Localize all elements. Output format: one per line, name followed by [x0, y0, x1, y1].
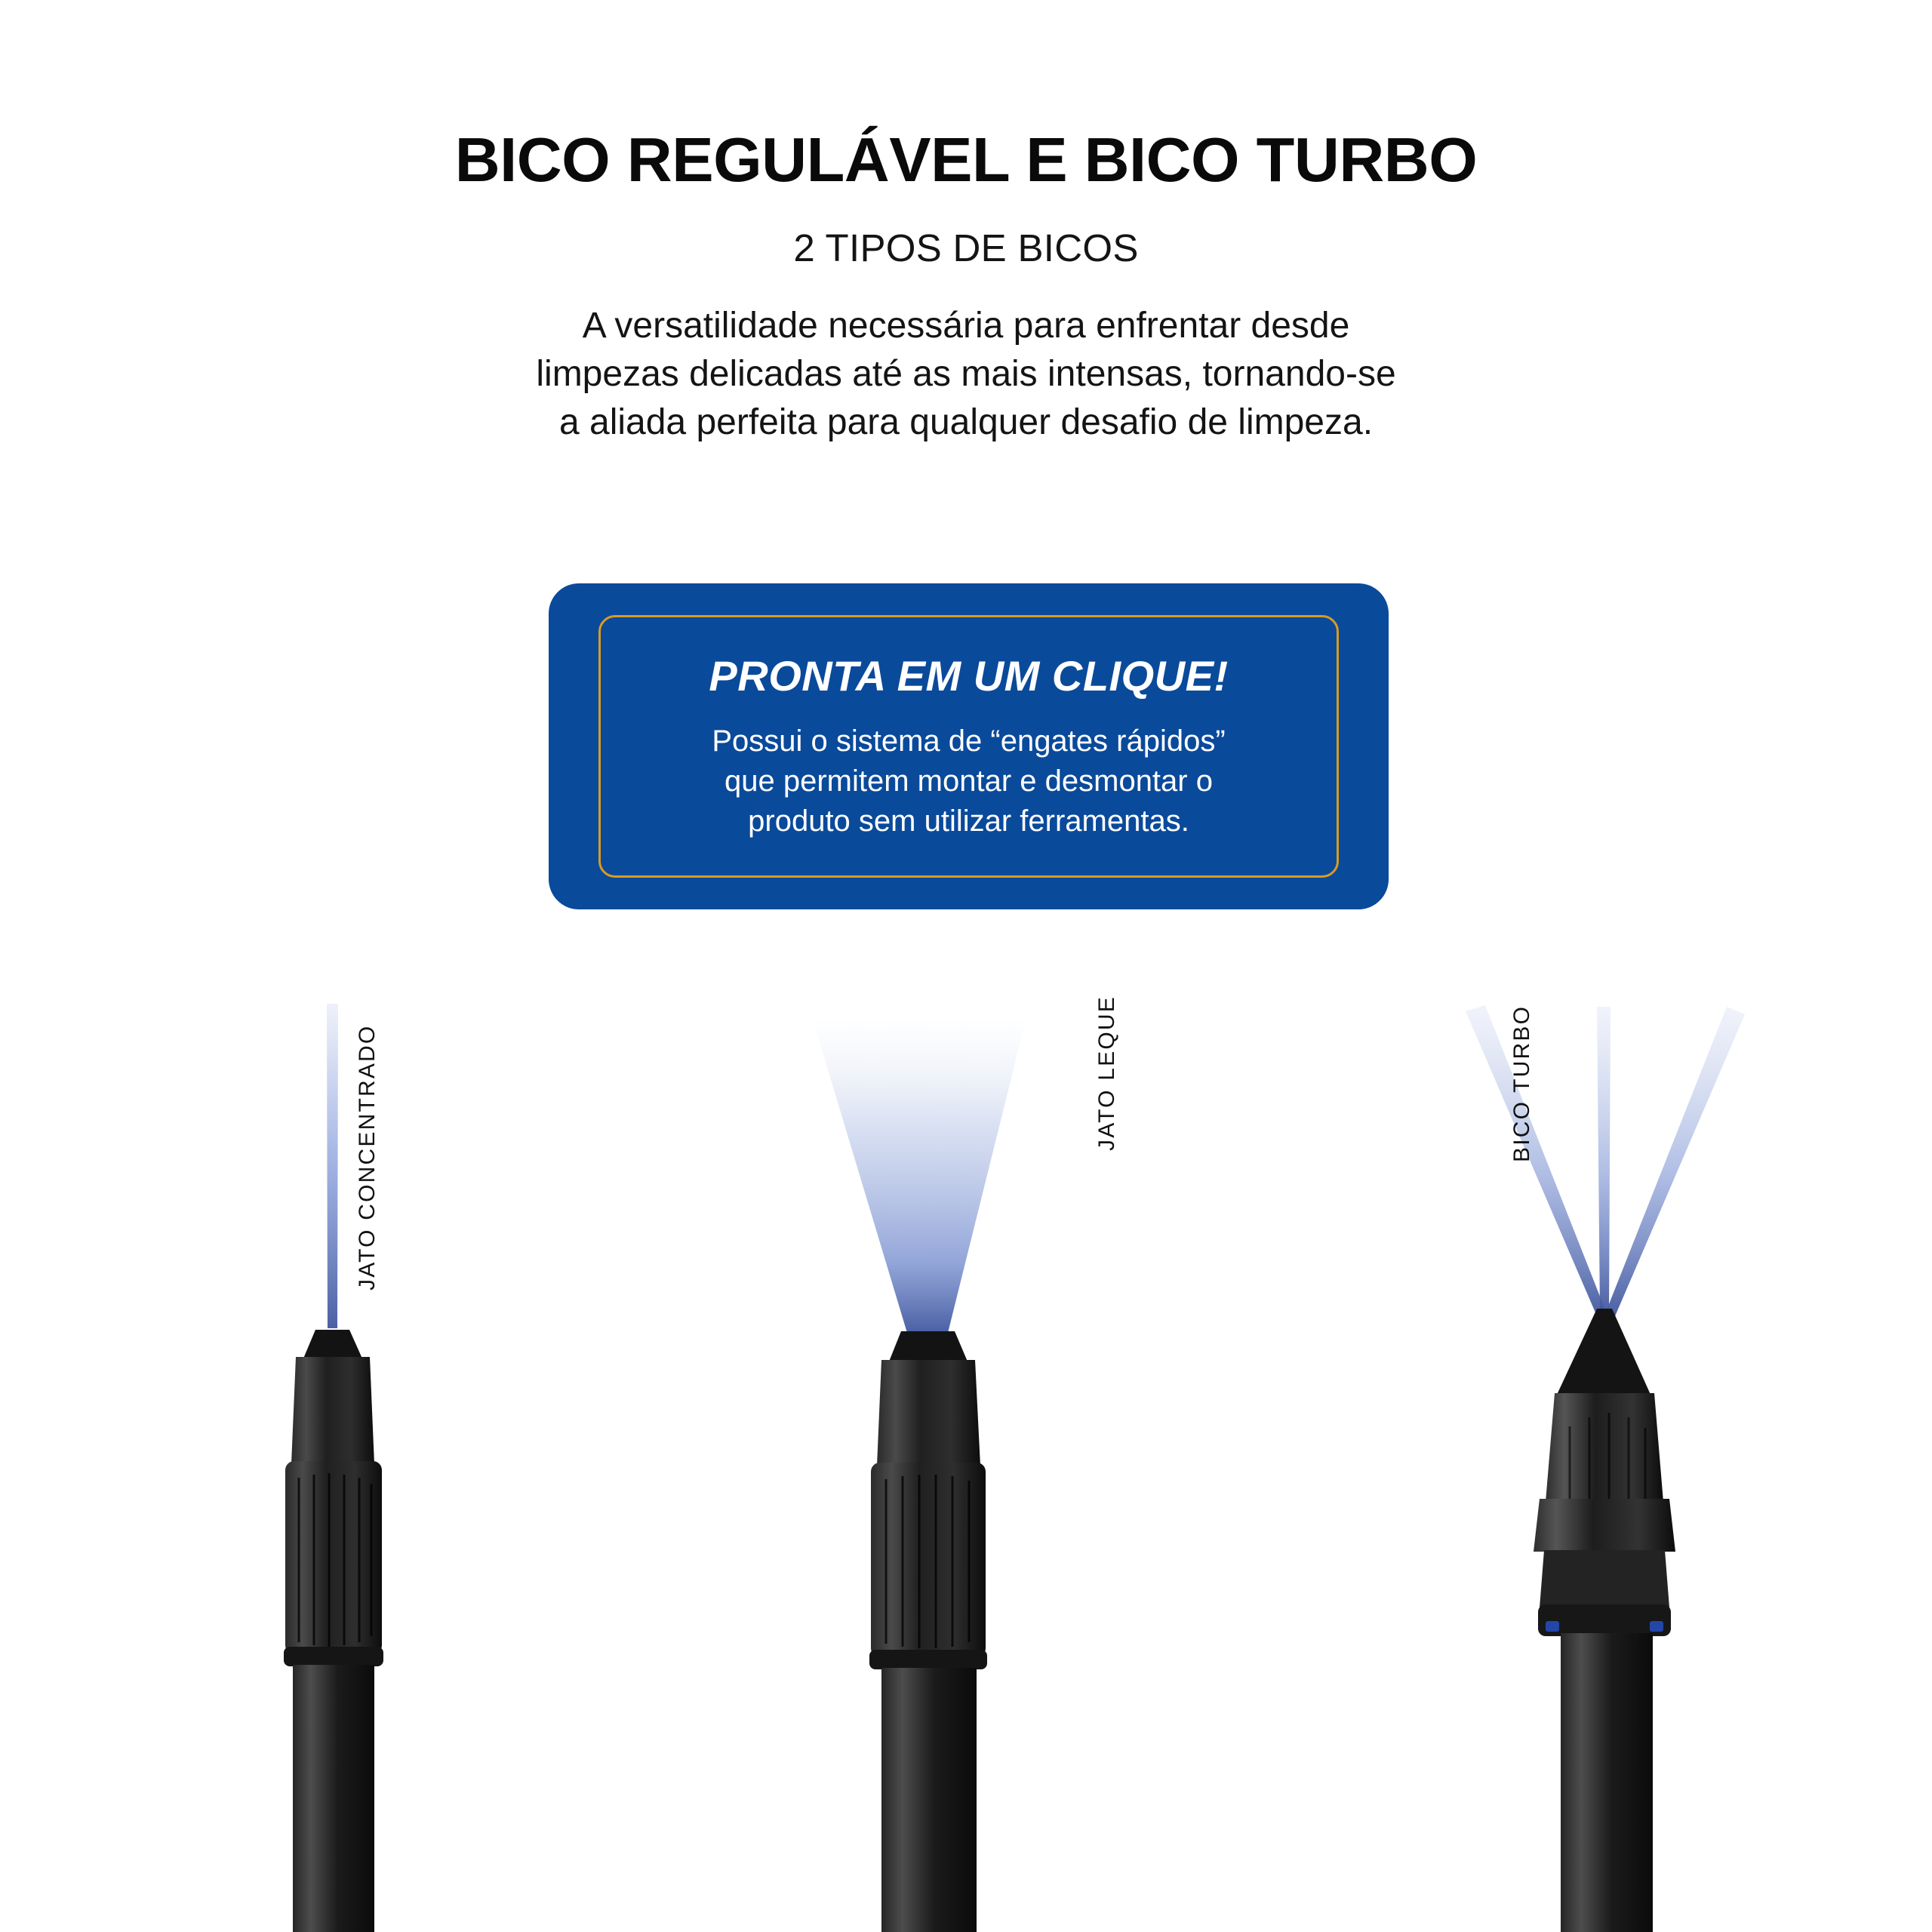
- header-block: [0, 127, 1932, 447]
- callout-card: [549, 583, 1389, 909]
- nozzle-label-2: JATO LEQUE: [1094, 995, 1119, 1151]
- nozzle-label-3: BICO TURBO: [1509, 1004, 1534, 1162]
- page-subtitle: 2 TIPOS DE BICOS: [793, 226, 1139, 270]
- callout-inner-frame: [598, 615, 1339, 878]
- nozzle-illustration-1: [249, 1004, 543, 1932]
- nozzle-illustration-3: [1449, 1004, 1766, 1932]
- nozzle-illustration-2: [800, 1004, 1192, 1932]
- callout-body-line-3: produto sem utilizar ferramentas.: [748, 804, 1189, 838]
- page-title: BICO REGULÁVEL E BICO TURBO: [454, 125, 1478, 195]
- lead-line-2: limpezas delicadas até as mais intensas, tornando-se: [536, 353, 1396, 394]
- lead-line-3: a aliada perfeita para qualquer desafio de limpeza.: [558, 401, 1374, 442]
- lead-line-1: A versatilidade necessária para enfrentar desde: [582, 306, 1350, 346]
- nozzle-jato-leque: [800, 995, 1192, 1932]
- callout-title: PRONTA EM UM CLIQUE!: [709, 652, 1229, 700]
- lead-paragraph: [0, 302, 1932, 446]
- nozzle-bico-turbo: [1449, 1004, 1766, 1932]
- callout-body: [712, 721, 1225, 841]
- nozzle-label-1: JATO CONCENTRADO: [355, 1024, 380, 1291]
- callout-body-line-2: que permitem montar e desmontar o: [724, 764, 1213, 798]
- nozzle-jato-concentrado: [249, 1004, 543, 1932]
- nozzle-gallery: [0, 995, 1932, 1932]
- callout-body-line-1: Possui o sistema de “engates rápidos”: [712, 724, 1226, 758]
